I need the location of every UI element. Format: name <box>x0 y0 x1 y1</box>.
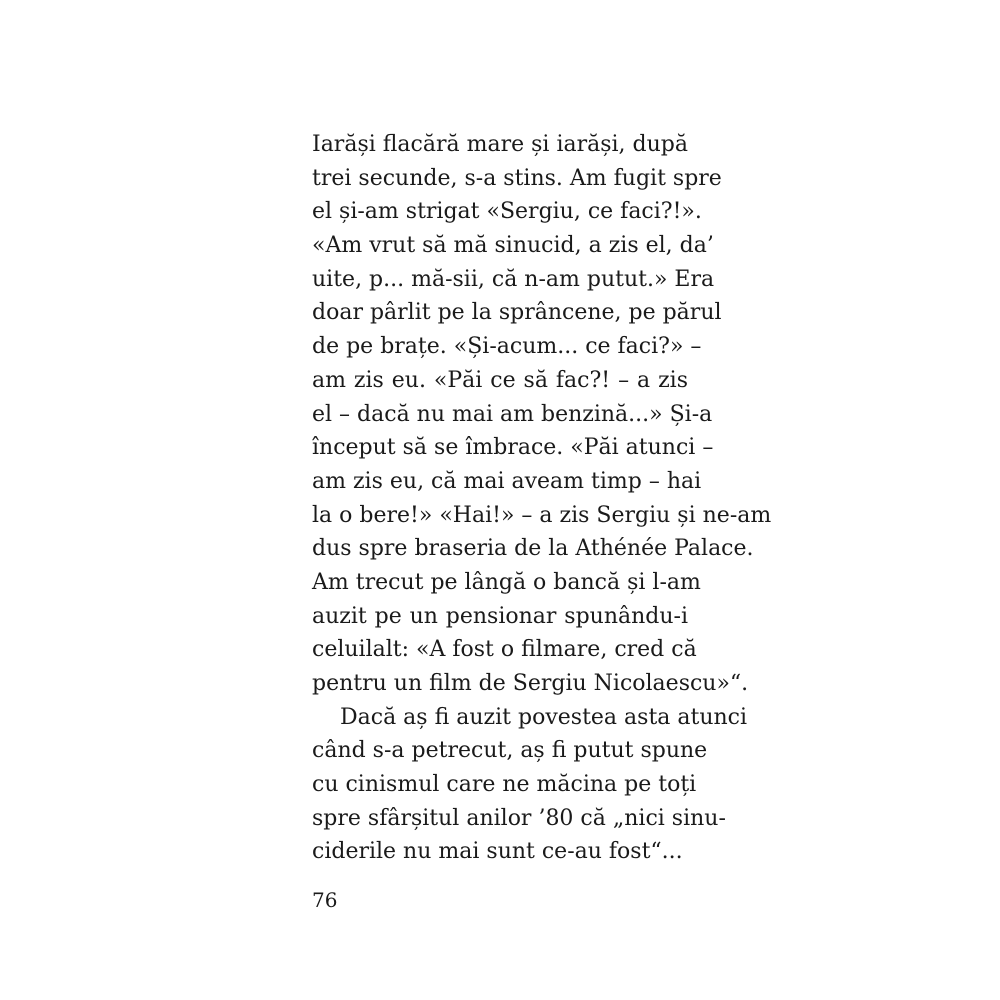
text-line: el – dacă nu mai am benzină...» Și-a <box>312 401 713 427</box>
text-line: Dacă aș fi auzit povestea asta atunci <box>340 704 748 730</box>
text-line: «Am vrut să mă sinucid, a zis el, da’ <box>312 233 714 259</box>
text-line: dus spre braseria de la Athénée Palace. <box>312 536 754 562</box>
paragraph-1 <box>312 128 772 701</box>
text-line: pentru un film de Sergiu Nicolaescu»“. <box>312 671 749 696</box>
text-line: el și-am strigat «Sergiu, ce faci?!». <box>312 199 702 225</box>
text-line: ciderile nu mai sunt ce-au fost“... <box>312 839 683 865</box>
text-line: trei secunde, s-a stins. Am fugit spre <box>312 165 722 191</box>
text-line: celuilalt: «A fost o filmare, cred că <box>312 637 697 663</box>
page-number: 76 <box>312 888 338 912</box>
paragraph-2 <box>312 701 748 869</box>
text-line: început să se îmbrace. «Păi atunci – <box>312 435 714 461</box>
text-line: de pe brațe. «Și-acum... ce faci?» – <box>312 334 702 360</box>
text-line: când s-a petrecut, aș fi putut spune <box>312 738 708 764</box>
text-line: Iarăși flacără mare și iarăși, după <box>312 132 688 157</box>
body-text <box>312 128 772 869</box>
text-line: am zis eu, că mai aveam timp – hai <box>312 468 702 494</box>
text-line: auzit pe un pensionar spunându-i <box>312 603 688 629</box>
text-line: am zis eu. «Păi ce să fac?! – a zis <box>312 367 688 393</box>
text-line: uite, p... mă-sii, că n-am putut.» Era <box>312 266 715 292</box>
text-line: cu cinismul care ne măcina pe toți <box>312 772 697 798</box>
text-line: la o bere!» «Hai!» – a zis Sergiu și ne-am <box>312 502 772 528</box>
text-line: doar pârlit pe la sprâncene, pe părul <box>312 300 722 326</box>
text-line: spre sfârșitul anilor ’80 că „nici sinu- <box>312 805 726 831</box>
text-line: Am trecut pe lângă o bancă și l-am <box>312 569 701 595</box>
